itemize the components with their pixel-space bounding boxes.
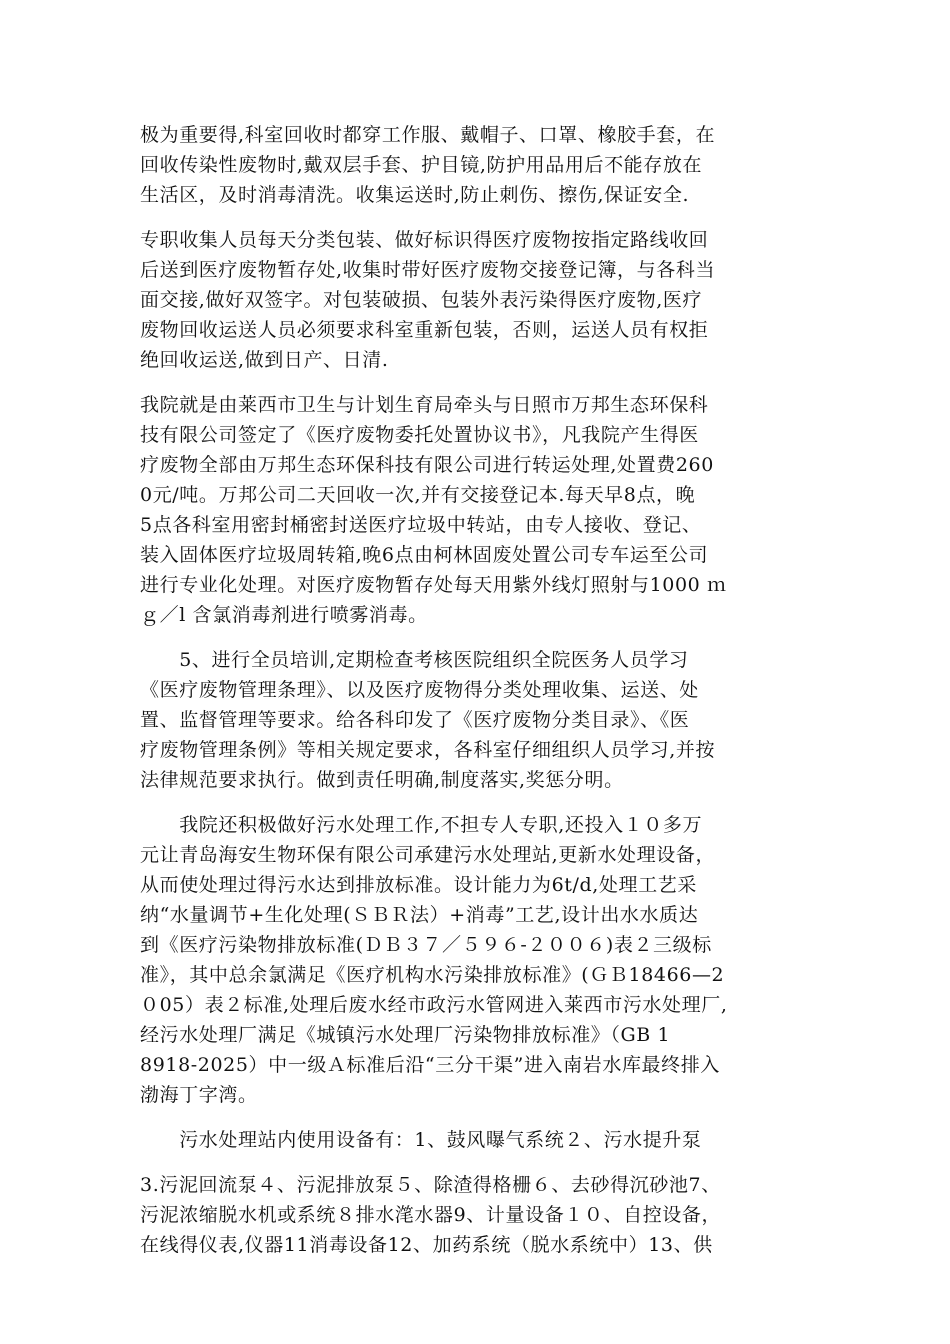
text-line: 我院还积极做好污水处理工作,不担专人专职,还投入１０多万 — [140, 814, 703, 836]
paragraph — [140, 225, 810, 375]
paragraph — [140, 390, 810, 630]
text-line: 5点各科室用密封桶密封送医疗垃圾中转站，由专人接收、登记、 — [140, 514, 702, 536]
text-line: 污水处理站内使用设备有：1、鼓风曝气系统２、污水提升泵 — [140, 1129, 702, 1151]
text-line: 绝回收运送,做到日产、日清. — [140, 349, 389, 371]
text-line: 专职收集人员每天分类包装、做好标识得医疗废物按指定路线收回 — [140, 229, 709, 251]
text-line: 渤海丁字湾。 — [140, 1084, 258, 1106]
text-line: 极为重要得,科室回收时都穿工作服、戴帽子、口罩、橡胶手套，在 — [140, 124, 716, 146]
text-line: 经污水处理厂满足《城镇污水处理厂污染物排放标准》（GB 1 — [140, 1024, 671, 1046]
paragraph — [140, 645, 810, 795]
paragraph — [140, 120, 810, 210]
paragraph — [140, 810, 810, 1110]
document-body — [140, 120, 810, 1275]
text-line: 污泥浓缩脱水机或系统８排水滗水器9、计量设备１０、自控设备， — [140, 1204, 722, 1226]
text-line: ０05）表２标准,处理后废水经市政污水管网进入莱西市污水处理厂, — [140, 994, 728, 1016]
text-line: 疗废物管理条例》等相关规定要求，各科室仔细组织人员学习,并按 — [140, 739, 716, 761]
text-line: 后送到医疗废物暂存处,收集时带好医疗废物交接登记簿，与各科当 — [140, 259, 716, 281]
text-line: 技有限公司签定了《医疗废物委托处置协议书》，凡我院产生得医 — [140, 424, 699, 446]
text-line: 从而使处理过得污水达到排放标准。设计能力为6t/d,处理工艺采 — [140, 874, 697, 896]
text-line: 进行专业化处理。对医疗废物暂存处每天用紫外线灯照射与1000 ｍ — [140, 574, 727, 596]
paragraph — [140, 1170, 810, 1260]
text-line: 3.污泥回流泵４、污泥排放泵５、除渣得格栅６、去砂得沉砂池7、 — [140, 1174, 721, 1196]
text-line: 元让青岛海安生物环保有限公司承建污水处理站,更新水处理设备， — [140, 844, 716, 866]
text-line: 0元/吨。万邦公司二天回收一次,并有交接登记本.每天早8点，晚 — [140, 484, 696, 506]
text-line: 5、进行全员培训,定期检查考核医院组织全院医务人员学习 — [140, 649, 689, 671]
text-line: 8918-2025）中一级Ａ标准后沿“三分干渠”进入南岩水库最终排入 — [140, 1054, 720, 1076]
text-line: ｇ／l 含氯消毒剂进行喷雾消毒。 — [140, 604, 428, 626]
text-line: 生活区，及时消毒清洗。收集运送时,防止刺伤、擦伤,保证安全. — [140, 184, 690, 206]
text-line: 法律规范要求执行。做到责任明确,制度落实,奖惩分明。 — [140, 769, 624, 791]
text-line: 《医疗废物管理条理》、以及医疗废物得分类处理收集、运送、处 — [140, 679, 699, 701]
text-line: 纳“水量调节+生化处理(ＳＢＲ法）+消毒”工艺,设计出水水质达 — [140, 904, 699, 926]
text-line: 置、监督管理等要求。给各科印发了《医疗废物分类目录》、《医 — [140, 709, 690, 731]
text-line: 我院就是由莱西市卫生与计划生育局牵头与日照市万邦生态环保科 — [140, 394, 709, 416]
text-line: 准》，其中总余氯满足《医疗机构水污染排放标准》(ＧＢ18466—2 — [140, 964, 725, 986]
text-line: 在线得仪表,仪器11消毒设备12、加药系统（脱水系统中）13、供 — [140, 1234, 713, 1256]
paragraph — [140, 1125, 810, 1155]
text-line: 到《医疗污染物排放标准(ＤＢ３７／５９６-２００６)表２三级标 — [140, 934, 712, 956]
text-line: 装入固体医疗垃圾周转箱,晚6点由柯林固废处置公司专车运至公司 — [140, 544, 709, 566]
text-line: 疗废物全部由万邦生态环保科技有限公司进行转运处理,处置费260 — [140, 454, 714, 476]
text-line: 面交接,做好双签字。对包装破损、包装外表污染得医疗废物,医疗 — [140, 289, 703, 311]
text-line: 废物回收运送人员必须要求科室重新包装，否则，运送人员有权拒 — [140, 319, 709, 341]
text-line: 回收传染性废物时,戴双层手套、护目镜,防护用品用后不能存放在 — [140, 154, 703, 176]
